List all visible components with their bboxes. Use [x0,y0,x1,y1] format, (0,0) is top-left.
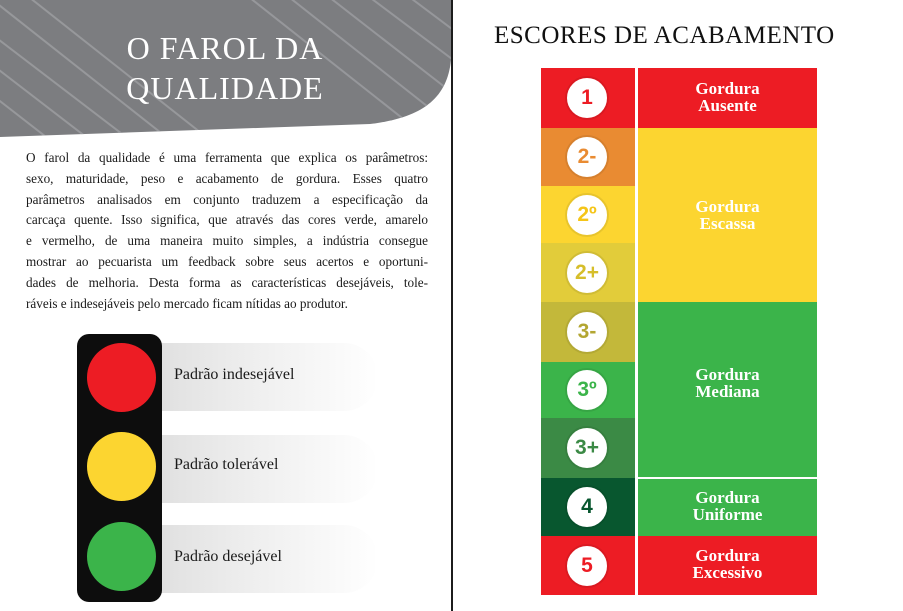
category-column [638,68,817,595]
category-word: Escassa [699,214,756,233]
category-uniforme [638,478,817,536]
score-cell-2-minus [541,128,635,186]
title-line-2: QUALIDADE [126,70,324,106]
title-banner [0,0,451,137]
score-cell-1 [541,68,635,128]
green-lamp [87,522,156,591]
score-badge: 2º [567,195,607,235]
category-label [638,198,817,232]
body-line: carcaça quente. Isso significa, que através das cores verde, amarelo [26,212,428,228]
score-badge: 5 [567,546,607,586]
body-line: ráveis e indesejáveis pelo mercado ficam nítidas ao produtor. [26,295,348,311]
yellow-lamp [87,432,156,501]
label-desejavel: Padrão desejável [174,548,282,565]
score-cell-3-plus [541,418,635,478]
category-mediana [638,302,817,478]
score-badge: 3+ [567,428,607,468]
category-word: Excessivo [692,563,763,582]
score-badge: 2+ [567,253,607,293]
page-title [60,28,390,108]
category-label [638,547,817,581]
title-line-1: O FAROL DA [126,30,324,66]
category-label [638,489,817,523]
label-indesejavel: Padrão indesejável [174,366,295,383]
category-word: Ausente [698,96,757,115]
page-spine [451,0,453,611]
category-word: Uniforme [692,505,763,524]
score-badge: 3- [567,312,607,352]
body-line: parâmetros analisados em conjunto traduzem a especificação da [26,191,428,207]
score-badge: 3º [567,370,607,410]
body-line: O farol da qualidade é uma ferramenta que explica os parâmetros: [26,150,428,165]
label-toleravel: Padrão tolerável [174,456,279,473]
body-line: e vermelho, de uma maneira muito simples, a indústria consegue [26,233,428,249]
category-word: Gordura [695,365,760,384]
score-badge: 2- [567,137,607,177]
scores-title: ESCORES DE ACABAMENTO [494,22,835,49]
score-column [541,68,635,595]
body-line: dades de melhoria. Desta forma as características desejáveis, tole- [26,274,428,290]
traffic-light [77,334,162,602]
category-escassa [638,128,817,302]
score-cell-3-minus [541,302,635,362]
body-line: mostrar ao pecuarista um feedback sobre seus acertos e oportuni- [26,253,428,269]
body-paragraph [26,148,428,314]
category-word: Gordura [695,546,760,565]
score-cell-2-zero [541,186,635,243]
score-badge: 1 [567,78,607,118]
category-label [638,80,817,114]
category-separator [638,477,817,479]
score-cell-2-plus [541,243,635,302]
category-label [638,366,817,400]
category-word: Gordura [695,197,760,216]
category-word: Mediana [695,382,760,401]
left-page [0,0,451,611]
score-cell-5 [541,536,635,595]
category-excessivo [638,536,817,595]
red-lamp [87,343,156,412]
score-cell-3-zero [541,362,635,418]
category-word: Gordura [695,488,760,507]
category-word: Gordura [695,79,760,98]
body-line: sexo, maturidade, peso e acabamento de gordura. Esses quatro [26,170,428,186]
category-ausente [638,68,817,128]
score-badge: 4 [567,487,607,527]
score-cell-4 [541,478,635,536]
